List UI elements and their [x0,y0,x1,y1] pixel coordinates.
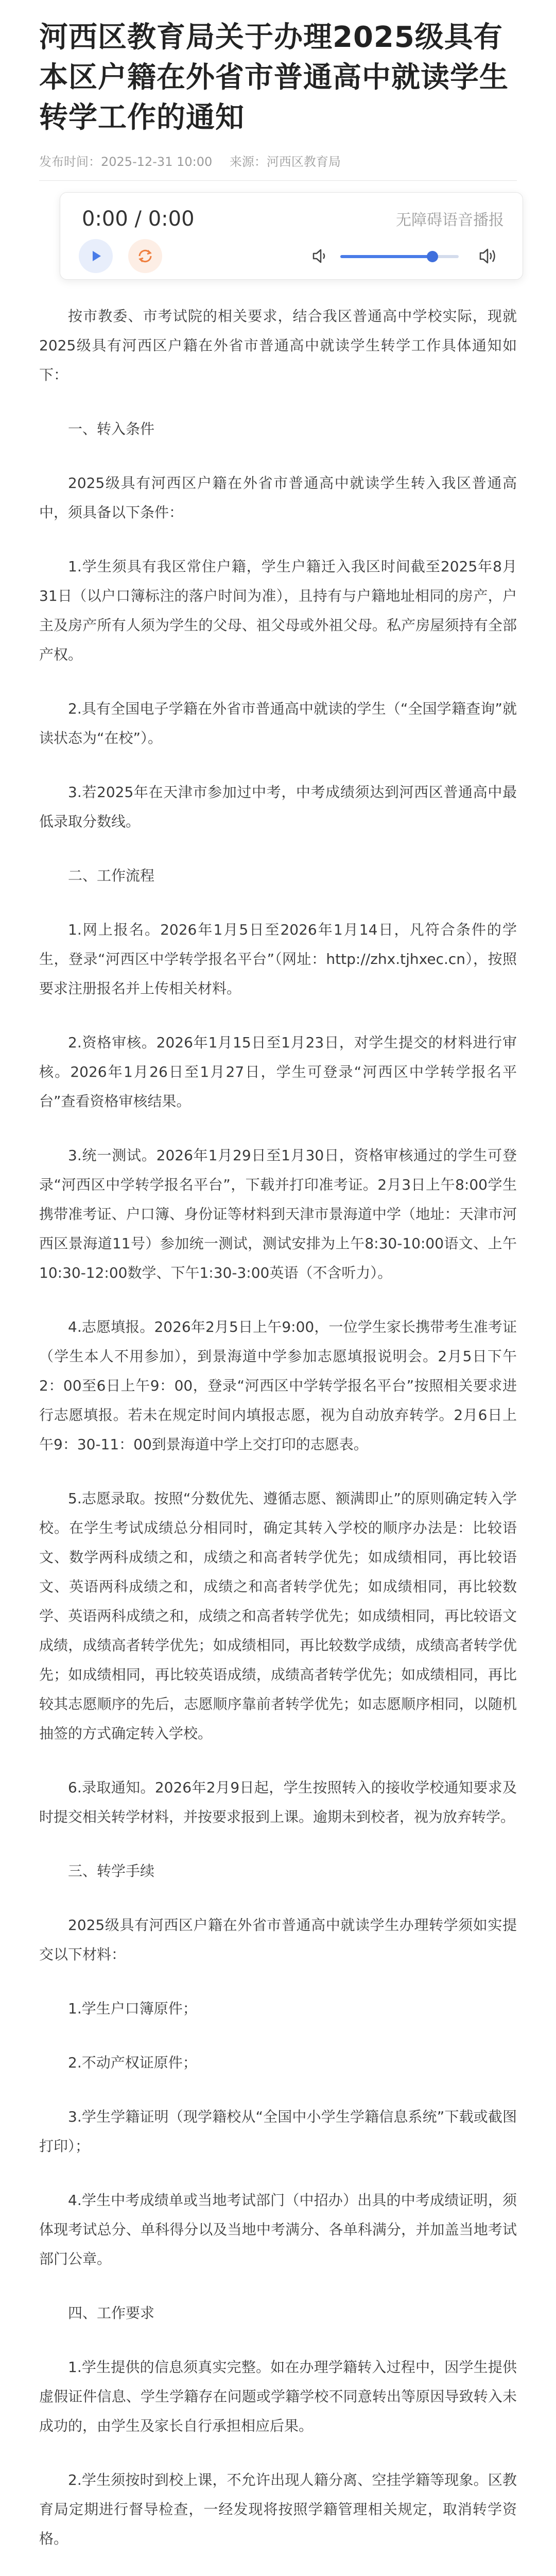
volume-low-icon [311,247,328,265]
article-meta [39,151,517,172]
article-paragraph: 4.学生中考成绩单或当地考试部门（中招办）出具的中考成绩证明，须体现考试总分、单科得分以及当地中考满分、各单科满分，并加盖当地考试部门公章。 [39,2192,517,2267]
mute-button[interactable] [311,247,328,267]
article-paragraph: 3.若2025年在天津市参加过中考，中考成绩须达到河西区普通高中最低录取分数线。 [39,784,517,830]
volume-slider[interactable] [340,255,459,258]
article-paragraph: 3.学生学籍证明（现学籍校从“全国中小学生学籍信息系统”下载或截图打印）； [39,2108,517,2155]
article-title: 河西区教育局关于办理2025级具有本区户籍在外省市普通高中就读学生转学工作的通知 [39,21,509,134]
player-time: 0:00 / 0:00 [82,207,195,231]
article-paragraph: 1.学生须具有我区常住户籍，学生户籍迁入我区时间截至2025年8月31日（以户口簿标注的落户时间为准），且持有与户籍地址相同的房产，户主及房产所有人须为学生的父母、祖父母或外祖父母。私产房屋须持有全部产权。 [39,558,517,663]
reload-icon [136,247,154,265]
article-paragraph: 按市教委、市考试院的相关要求，结合我区普通高中学校实际，现就2025级具有河西区户籍在外省市普通高中就读学生转学工作具体通知如下： [39,308,517,383]
article-paragraph: 2025级具有河西区户籍在外省市普通高中就读学生办理转学须如实提交以下材料： [39,1917,517,1963]
article-paragraph: 2025级具有河西区户籍在外省市普通高中就读学生转入我区普通高中，须具备以下条件： [39,474,517,521]
publish-time: 发布时间：2025-12-31 10:00 [39,155,213,169]
article-paragraph: 四、工作要求 [68,2304,155,2321]
article-paragraph: 1.学生户口簿原件； [68,2000,197,2017]
volume-high-icon [478,246,499,266]
article-paragraph: 6.录取通知。2026年2月9日起，学生按照转入的接收学校通知要求及时提交相关转学材料，并按要求报到上课。逾期未到校者，视为放弃转学。 [39,1779,517,1825]
accessible-broadcast-label[interactable]: 无障碍语音播报 [396,211,504,229]
article-paragraph: 2.资格审核。2026年1月15日至1月23日，对学生提交的材料进行审核。2026年1月26日至1月27日，学生可登录“河西区中学转学报名平台”查看资格审核结果。 [39,1034,517,1110]
article-paragraph: 2.学生须按时到校上课，不允许出现人籍分离、空挂学籍等现象。区教育局定期进行督导检查，一经发现将按照学籍管理相关规定，取消转学资格。 [39,2471,517,2547]
article-paragraph: 5.志愿录取。按照“分数优先、遵循志愿、额满即止”的原则确定转入学校。在学生考试成绩总分相同时，确定其转入学校的顺序办法是：比较语文、数学两科成绩之和，成绩之和高者转学优先；如成绩相同，再比较语文、英语两科成绩之和，成绩之和高者转学优先；如成绩相同，再比较数学、英语两科成绩之和，成绩之和高者转学优先；如成绩相同，再比较语文成绩，成绩高者转学优先；如成绩相同，再比较数学成绩，成绩高者转学优先；如成绩相同，再比较英语成绩，成绩高者转学优先；如成绩相同，再比较其志愿顺序的先后，志愿顺序靠前者转学优先；如志愿顺序相同，以随机抽签的方式确定转入学校。 [39,1490,517,1742]
article-paragraph: 三、转学手续 [68,1862,155,1879]
article-paragraph: 4.志愿填报。2026年2月5日上午9:00，一位学生家长携带考生准考证（学生本人不用参加），到景海道中学参加志愿填报说明会。2月5日下午2：00至6日上午9：00，登录“河西区中学转学报名平台”按照相关要求进行志愿填报。若未在规定时间内填报志愿，视为自动放弃转学。2月6日上午9：30-11：00到景海道中学上交打印的志愿表。 [39,1318,517,1453]
article-paragraph: 3.统一测试。2026年1月29日至1月30日，资格审核通过的学生可登录“河西区中学转学报名平台”，下载并打印准考证。2月3日上午8:00学生携带准考证、户口簿、身份证等材料到天津市景海道中学（地址：天津市河西区景海道11号）参加统一测试，测试安排为上午8:30-10:00语文、上午10:30-12:00数学、下午1:30-3:00英语（不含听力）。 [39,1147,517,1281]
article-paragraph: 2.具有全国电子学籍在外省市普通高中就读的学生（“全国学籍查询”就读状态为“在校”）。 [39,700,517,747]
reload-button[interactable] [128,239,162,273]
play-icon [88,248,103,264]
article-paragraph: 2.不动产权证原件； [68,2054,197,2071]
volume-slider-fill [340,255,432,258]
divider [39,180,517,181]
article-paragraph: 二、工作流程 [68,867,155,884]
article-paragraph: 1.网上报名。2026年1月5日至2026年1月14日，凡符合条件的学生，登录“河西区中学转学报名平台”（网址：http://zhx.tjhxec.cn），按照要求注册报名并上传相关材料。 [39,921,517,997]
article-paragraph: 1.学生提供的信息须真实完整。如在办理学籍转入过程中，因学生提供虚假证件信息、学生学籍存在问题或学籍学校不同意转出等原因导致转入未成功的，由学生及家长自行承担相应后果。 [39,2359,517,2434]
article-body [39,301,517,2576]
play-button[interactable] [79,239,113,273]
article-paragraph: 一、转入条件 [68,420,155,437]
article-source: 来源：河西区教育局 [229,155,341,169]
max-volume-button[interactable] [478,246,499,268]
volume-slider-handle[interactable] [427,251,438,262]
audio-player [60,192,523,280]
